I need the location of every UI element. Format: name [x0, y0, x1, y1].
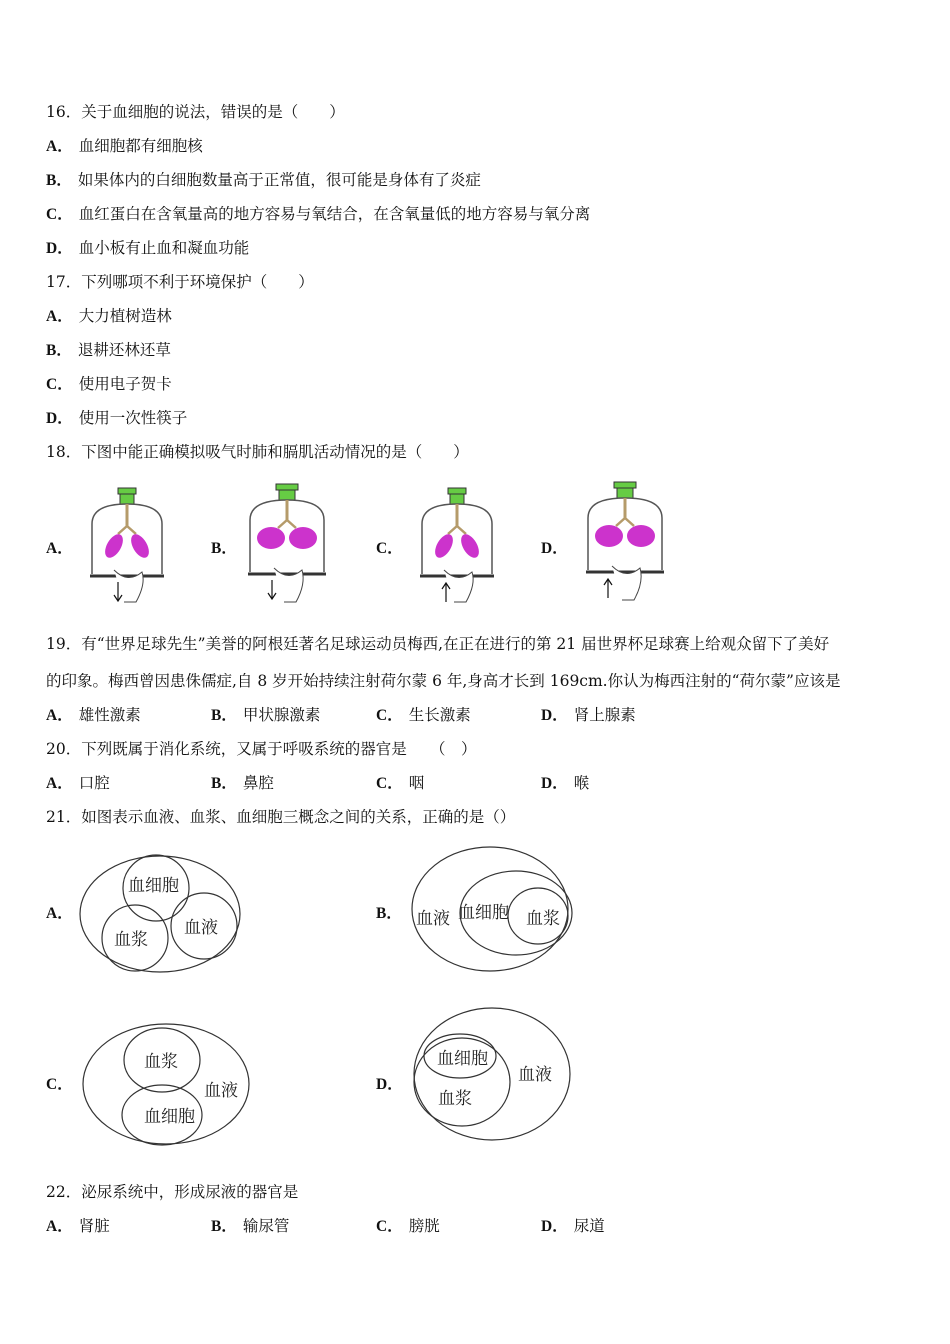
q16-option-c: [46, 204, 590, 225]
option-label: D．: [541, 775, 568, 792]
q19-option-a: [46, 705, 141, 726]
left-lung: [595, 525, 623, 547]
venn-label: 血液: [204, 1081, 238, 1101]
option-text: 大力植树造林: [78, 307, 172, 325]
option-label: A．: [46, 138, 73, 155]
bell-jar-figure-b: [244, 480, 330, 606]
q20-option-d: [541, 773, 589, 794]
q16-option-a: [46, 136, 203, 157]
stopper-body: [279, 490, 295, 500]
q18-option-d-label: [541, 538, 574, 559]
option-label: B．: [46, 342, 72, 359]
option-text: 甲状腺激素: [242, 706, 321, 724]
bell-jar-figure-a: [84, 484, 170, 606]
option-label: D．: [376, 1076, 403, 1093]
option-text: 喉: [573, 774, 590, 792]
question-19-stem-line1: 19．有“世界足球先生”美誉的阿根廷著名足球运动员梅西,在正在进行的第 21 届世界杯足球赛上给观众留下了美好: [46, 635, 830, 653]
option-text: 如果体内的白细胞数量高于正常值，很可能是身体有了炎症: [77, 171, 481, 189]
q20-option-c: [376, 773, 424, 794]
question-22-stem: 22．泌尿系统中，形成尿液的器官是: [46, 1183, 299, 1201]
bronchi: [448, 526, 466, 534]
venn-label: 血液: [518, 1065, 552, 1085]
option-label: C．: [46, 376, 73, 393]
venn-label: 血浆: [438, 1089, 472, 1109]
option-text: 血红蛋白在含氧量高的地方容易与氧结合，在含氧量低的地方容易与氧分离: [78, 205, 591, 223]
option-label: C．: [376, 707, 403, 724]
option-text: 咽: [408, 774, 425, 792]
question-21-stem: 21．如图表示血液、血浆、血细胞三概念之间的关系，正确的是（）: [46, 808, 516, 826]
option-label: D．: [541, 1218, 568, 1235]
bronchi: [118, 526, 136, 534]
venn-label: 血细胞: [458, 903, 509, 923]
option-text: 鼻腔: [242, 774, 274, 792]
q20-option-b: [211, 773, 274, 794]
q18-option-b-label: [211, 538, 243, 559]
venn-label: 血浆: [526, 909, 560, 929]
right-lung: [457, 531, 482, 561]
q18-option-a-label: [46, 538, 79, 559]
bronchi: [278, 520, 296, 528]
venn-diagram-d: [410, 1002, 576, 1144]
stopper-body: [450, 494, 464, 504]
option-text: 输尿管: [242, 1217, 290, 1235]
option-label: C．: [376, 775, 403, 792]
right-lung: [127, 531, 152, 561]
stopper-body: [120, 494, 134, 504]
q17-option-b: [46, 340, 171, 361]
option-label: D．: [541, 540, 568, 557]
venn-label: 血液: [416, 909, 450, 929]
q21-option-c-label: [46, 1074, 79, 1095]
stopper-cap: [118, 488, 136, 494]
q17-option-d: [46, 408, 187, 429]
option-text: 肾脏: [78, 1217, 110, 1235]
venn-label: 血浆: [114, 930, 148, 950]
option-text: 膀胱: [408, 1217, 440, 1235]
option-label: A．: [46, 775, 73, 792]
option-text: 口腔: [78, 774, 110, 792]
question-19-stem-line2: 的印象。梅西曾因患侏儒症,自 8 岁开始持续注射荷尔蒙 6 年,身高才长到 169cm.你认为梅西注射的“荷尔蒙”应该是: [46, 672, 841, 690]
question-18-stem: 18．下图中能正确模拟吸气时肺和膈肌活动情况的是（ ）: [46, 443, 469, 461]
right-lung: [289, 527, 317, 549]
venn-label: 血液: [184, 918, 218, 938]
q18-option-c-label: [376, 538, 409, 559]
q22-option-d: [541, 1216, 605, 1237]
option-label: C．: [46, 206, 73, 223]
venn-diagram-a: [78, 852, 244, 974]
bell-jar-figure-c: [414, 484, 500, 606]
option-text: 血细胞都有细胞核: [78, 137, 203, 155]
option-label: A．: [46, 905, 73, 922]
stopper-cap: [614, 482, 636, 488]
option-text: 使用一次性筷子: [78, 409, 188, 427]
option-label: C．: [376, 1218, 403, 1235]
q21-option-d-label: [376, 1074, 409, 1095]
option-label: A．: [46, 1218, 73, 1235]
q22-option-a: [46, 1216, 110, 1237]
q22-option-b: [211, 1216, 289, 1237]
option-label: C．: [46, 1076, 73, 1093]
option-label: B．: [211, 1218, 237, 1235]
option-label: A．: [46, 540, 73, 557]
question-16-stem: 16．关于血细胞的说法，错误的是（ ）: [46, 103, 345, 121]
option-label: B．: [211, 707, 237, 724]
option-label: D．: [46, 410, 73, 427]
option-text: 血小板有止血和凝血功能: [78, 239, 250, 257]
option-label: C．: [376, 540, 403, 557]
question-20-stem: 20．下列既属于消化系统，又属于呼吸系统的器官是 （ ）: [46, 740, 477, 758]
venn-label: 血细胞: [437, 1049, 488, 1069]
stopper-cap: [448, 488, 466, 494]
venn-diagram-c: [80, 1020, 252, 1146]
option-label: B．: [211, 775, 237, 792]
left-lung: [431, 531, 456, 561]
q19-option-b: [211, 705, 320, 726]
q16-option-b: [46, 170, 481, 191]
option-label: B．: [211, 540, 237, 557]
venn-label: 血浆: [144, 1052, 178, 1072]
q22-option-c: [376, 1216, 440, 1237]
q20-option-a: [46, 773, 110, 794]
option-text: 生长激素: [408, 706, 471, 724]
q21-option-a-label: [46, 903, 79, 924]
left-lung: [101, 531, 126, 561]
q21-option-b-label: [376, 903, 408, 924]
stopper-body: [617, 488, 633, 498]
right-lung: [627, 525, 655, 547]
q19-option-c: [376, 705, 471, 726]
option-text: 尿道: [573, 1217, 605, 1235]
option-text: 肾上腺素: [573, 706, 636, 724]
option-text: 雄性激素: [78, 706, 141, 724]
option-label: B．: [46, 172, 72, 189]
left-lung: [257, 527, 285, 549]
option-label: A．: [46, 707, 73, 724]
q17-option-c: [46, 374, 172, 395]
option-label: D．: [541, 707, 568, 724]
stopper-cap: [276, 484, 298, 490]
question-17-stem: 17．下列哪项不利于环境保护（ ）: [46, 273, 314, 291]
venn-label: 血细胞: [128, 876, 179, 896]
option-text: 退耕还林还草: [77, 341, 171, 359]
venn-label: 血细胞: [144, 1107, 195, 1127]
q17-option-a: [46, 306, 172, 327]
q16-option-d: [46, 238, 249, 259]
option-text: 使用电子贺卡: [78, 375, 172, 393]
q19-option-d: [541, 705, 636, 726]
option-label: B．: [376, 905, 402, 922]
option-label: A．: [46, 308, 73, 325]
outer-ellipse: [80, 856, 240, 972]
venn-diagram-b: [410, 843, 574, 975]
bell-jar-figure-d: [582, 478, 668, 604]
bronchi: [616, 518, 634, 526]
option-label: D．: [46, 240, 73, 257]
